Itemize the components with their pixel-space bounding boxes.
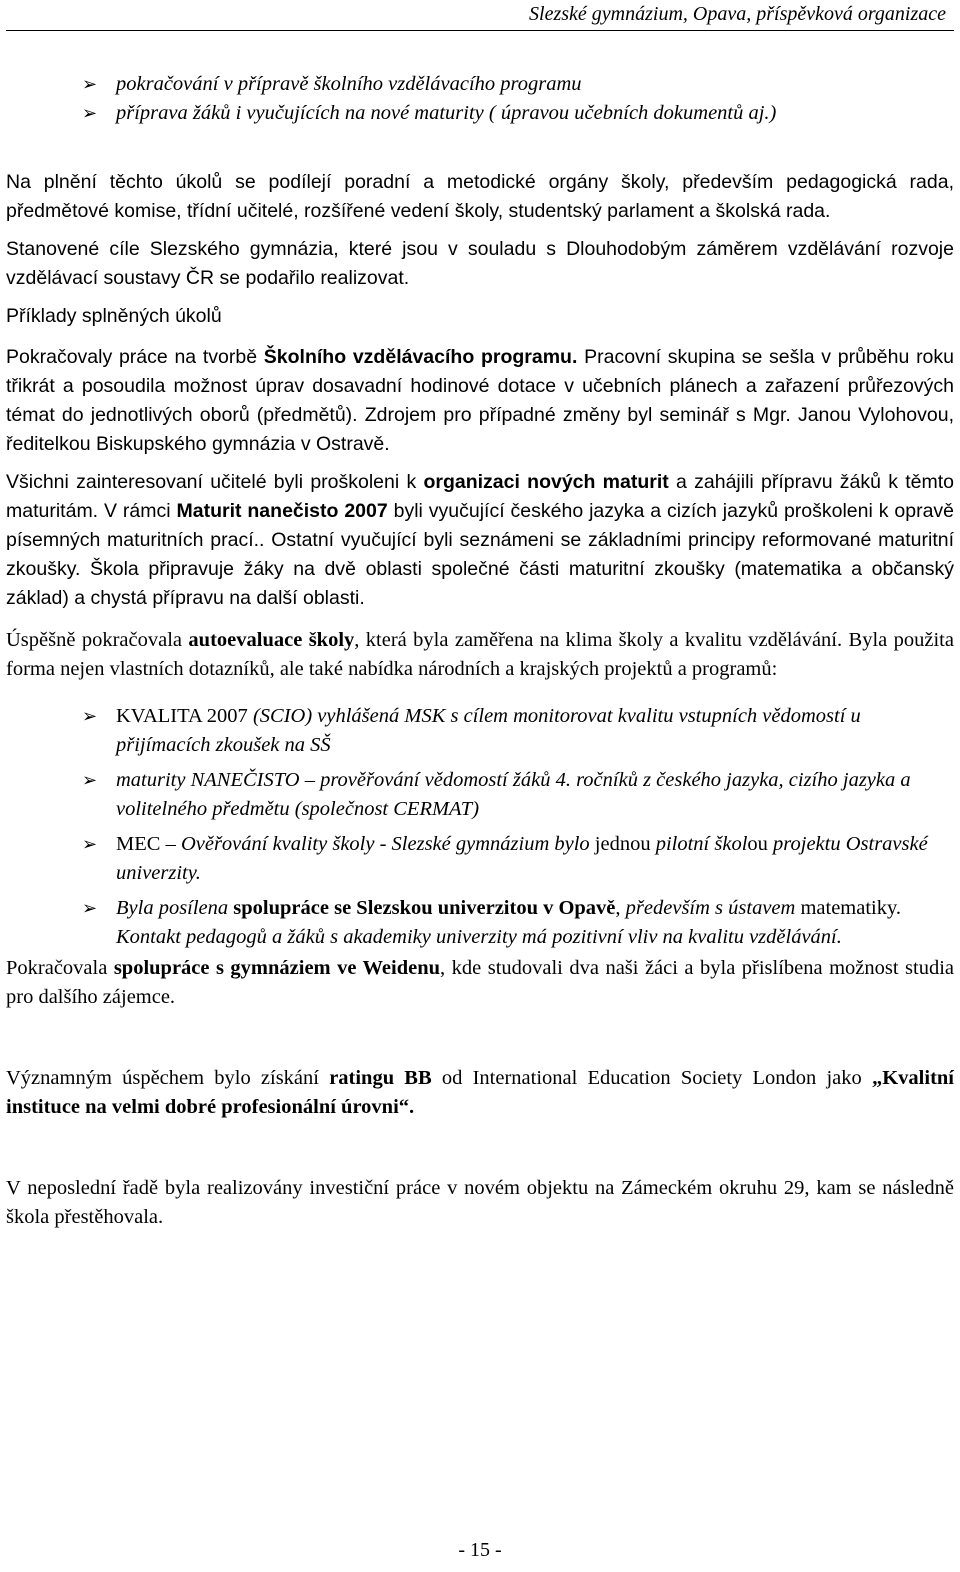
document-body — [6, 70, 954, 1232]
list-item: ➢ maturity NANEČISTO – prověřování vědomostí žáků 4. ročníků z českého jazyka, cizího jazyka a volitelného předmětu (společnost CERMAT) — [6, 766, 954, 824]
paragraph: Pokračovala spolupráce s gymnáziem ve Weidenu, kde studovali dva naši žáci a byla přislíbena možnost studia pro dalšího zájemce. — [6, 957, 955, 1008]
paragraph: Úspěšně pokračovala autoevaluace školy, která byla zaměřena na klima školy a kvalitu vzdělávání. Byla použita forma nejen vlastních dotazníků, ale také nabídka národních a krajských projektů a programů: — [6, 629, 954, 680]
header-rule — [6, 30, 954, 31]
list-item: ➢ pokračování v přípravě školního vzdělávacího programu — [6, 70, 954, 99]
arrow-bullet-icon: ➢ — [82, 898, 98, 919]
list-item: ➢ Byla posílena spolupráce se Slezskou univerzitou v Opavě, především s ústavem matematiky. Kontakt pedagogů a žáků s akademiky univerzity má pozitivní vliv na kvalitu vzdělávání. — [6, 894, 954, 952]
top-bullet-list — [6, 70, 954, 128]
list-item: ➢ KVALITA 2007 (SCIO) vyhlášená MSK s cílem monitorovat kvalitu vstupních vědomostí u přijímacích zkoušek na SŠ — [6, 702, 954, 760]
arrow-bullet-icon: ➢ — [82, 706, 98, 727]
project-bullet-list — [6, 702, 954, 952]
list-item: ➢ MEC – Ověřování kvality školy - Slezské gymnázium bylo jednou pilotní školou projektu Ostravské univerzity. — [6, 830, 954, 888]
paragraph: V neposlední řadě byla realizovány investiční práce v novém objektu na Zámeckém okruhu 29, kam se následně škola přestěhovala. — [6, 1177, 954, 1228]
arrow-bullet-icon: ➢ — [82, 770, 98, 791]
paragraph: Všichni zainteresovaní učitelé byli proškoleni k organizaci nových maturit a zahájili přípravu žáků k těmto maturitám. V rámci Maturit nanečisto 2007 byli vyučující českého jazyka a cizích jazyků proškoleni k opravě písemných maturitních prací.. Ostatní vyučující byli seznámeni se základními principy reformované maturitní zkoušky. Škola připravuje žáky na dvě oblasti společné části maturitní zkoušky (matematika a občanský základ) a chystá přípravu na další oblasti. — [6, 471, 955, 609]
list-item: ➢ příprava žáků i vyučujících na nové maturity ( úpravou učebních dokumentů aj.) — [6, 99, 954, 128]
paragraph: Stanovené cíle Slezského gymnázia, které jsou v souladu s Dlouhodobým záměrem vzdělávání rozvoje vzdělávací soustavy ČR se podařilo realizovat. — [6, 238, 954, 289]
paragraph: Pokračovaly práce na tvorbě Školního vzdělávacího programu. Pracovní skupina se sešla v průběhu roku třikrát a posoudila možnost úprav dosavadní hodinové dotace v učebních plánech a zařazení průřezových témat do jednotlivých oborů (předmětů). Zdrojem pro případné změny byl seminář s Mgr. Janou Vylohovou, ředitelkou Biskupského gymnázia v Ostravě. — [6, 346, 954, 455]
arrow-bullet-icon: ➢ — [82, 103, 98, 124]
paragraph: Příklady splněných úkolů — [6, 305, 222, 327]
arrow-bullet-icon: ➢ — [82, 74, 98, 95]
paragraph: Významným úspěchem bylo získání ratingu BB od International Education Society London jako „Kvalitní instituce na velmi dobré profesionální úrovni“. — [6, 1067, 954, 1118]
page-number: - 15 - — [458, 1539, 502, 1561]
paragraph: Na plnění těchto úkolů se podílejí poradní a metodické orgány školy, především pedagogická rada, předmětové komise, třídní učitelé, rozšířené vedení školy, studentský parlament a školská rada. — [6, 171, 954, 222]
arrow-bullet-icon: ➢ — [82, 834, 98, 855]
page-header: Slezské gymnázium, Opava, příspěvková organizace — [529, 3, 946, 25]
